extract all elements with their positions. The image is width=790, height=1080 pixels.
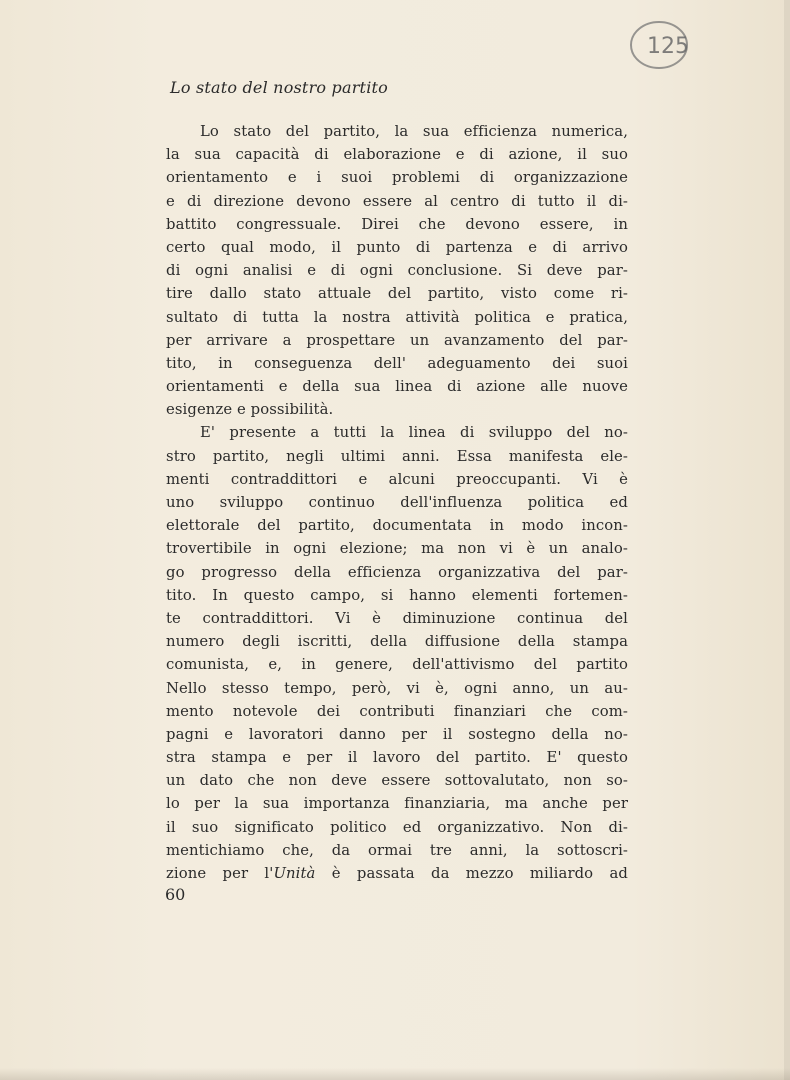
text-line: elettorale del partito, documentata in modo incon- [166, 517, 628, 535]
body-text [166, 120, 628, 885]
page-edge-shadow [784, 0, 790, 1080]
text-line: trovertibile in ogni elezione; ma non vi è un analo- [166, 540, 628, 558]
handwritten-page-stamp [628, 18, 690, 72]
text-line: orientamenti e della sua linea di azione alle nuove [166, 378, 628, 396]
text-line: E' presente a tutti la linea di sviluppo del no- [200, 424, 628, 442]
text-line: sultato di tutta la nostra attività politica e pratica, [166, 308, 628, 326]
text-line: un dato che non deve essere sottovalutato, non so- [166, 772, 628, 790]
text-line: stro partito, negli ultimi anni. Essa manifesta ele- [166, 447, 628, 465]
text-line: go progresso della efficienza organizzativa del par- [166, 563, 628, 581]
text-line: Nello stesso tempo, però, vi è, ogni anno, un au- [166, 679, 628, 697]
newspaper-title: Unità [273, 865, 316, 882]
text-line: per arrivare a prospettare un avanzamento del par- [166, 331, 628, 349]
text-line: esigenze e possibilità. [166, 401, 334, 419]
text-line: numero degli iscritti, della diffusione della stampa [166, 633, 628, 651]
text-line: di ogni analisi e di ogni conclusione. Si deve par- [166, 262, 628, 280]
stamp-number: 125 [647, 34, 689, 59]
text-line: il suo significato politico ed organizzativo. Non di- [166, 818, 628, 836]
final-line-start: zione per l' [166, 865, 274, 882]
text-line: mento notevole dei contributi finanziari che com- [166, 702, 628, 720]
text-line-final [166, 862, 628, 885]
page-bottom-shadow [0, 1068, 790, 1080]
text-line: pagni e lavoratori danno per il sostegno della no- [166, 725, 628, 743]
text-line: te contraddittori. Vi è diminuzione continua del [166, 609, 628, 627]
text-line: comunista, e, in genere, dell'attivismo del partito [166, 656, 628, 674]
text-line: uno sviluppo continuo dell'influenza politica ed [166, 494, 628, 511]
running-head: Lo stato del nostro partito [170, 78, 388, 97]
text-line: tito, in conseguenza dell' adeguamento dei suoi [166, 354, 628, 372]
text-line: battito congressuale. Direi che devono essere, in [166, 215, 628, 233]
page-number: 60 [165, 885, 186, 904]
text-line: e di direzione devono essere al centro di tutto il di- [166, 192, 628, 210]
text-line: lo per la sua importanza finanziaria, ma anche per [166, 795, 628, 813]
text-line: menti contraddittori e alcuni preoccupanti. Vi è [166, 470, 628, 488]
final-line-end: è passata da mezzo miliardo ad [315, 865, 628, 882]
text-line: mentichiamo che, da ormai tre anni, la sottoscri- [166, 841, 628, 859]
text-line: tito. In questo campo, si hanno elementi fortemen- [166, 586, 628, 604]
text-line: Lo stato del partito, la sua efficienza numerica, [200, 123, 628, 140]
text-line: orientamento e i suoi problemi di organizzazione [166, 169, 628, 187]
text-line: tire dallo stato attuale del partito, visto come ri- [166, 285, 628, 303]
text-line: la sua capacità di elaborazione e di azione, il suo [166, 146, 628, 164]
text-line: certo qual modo, il punto di partenza e di arrivo [166, 238, 628, 256]
text-line: stra stampa e per il lavoro del partito. E' questo [166, 749, 628, 767]
